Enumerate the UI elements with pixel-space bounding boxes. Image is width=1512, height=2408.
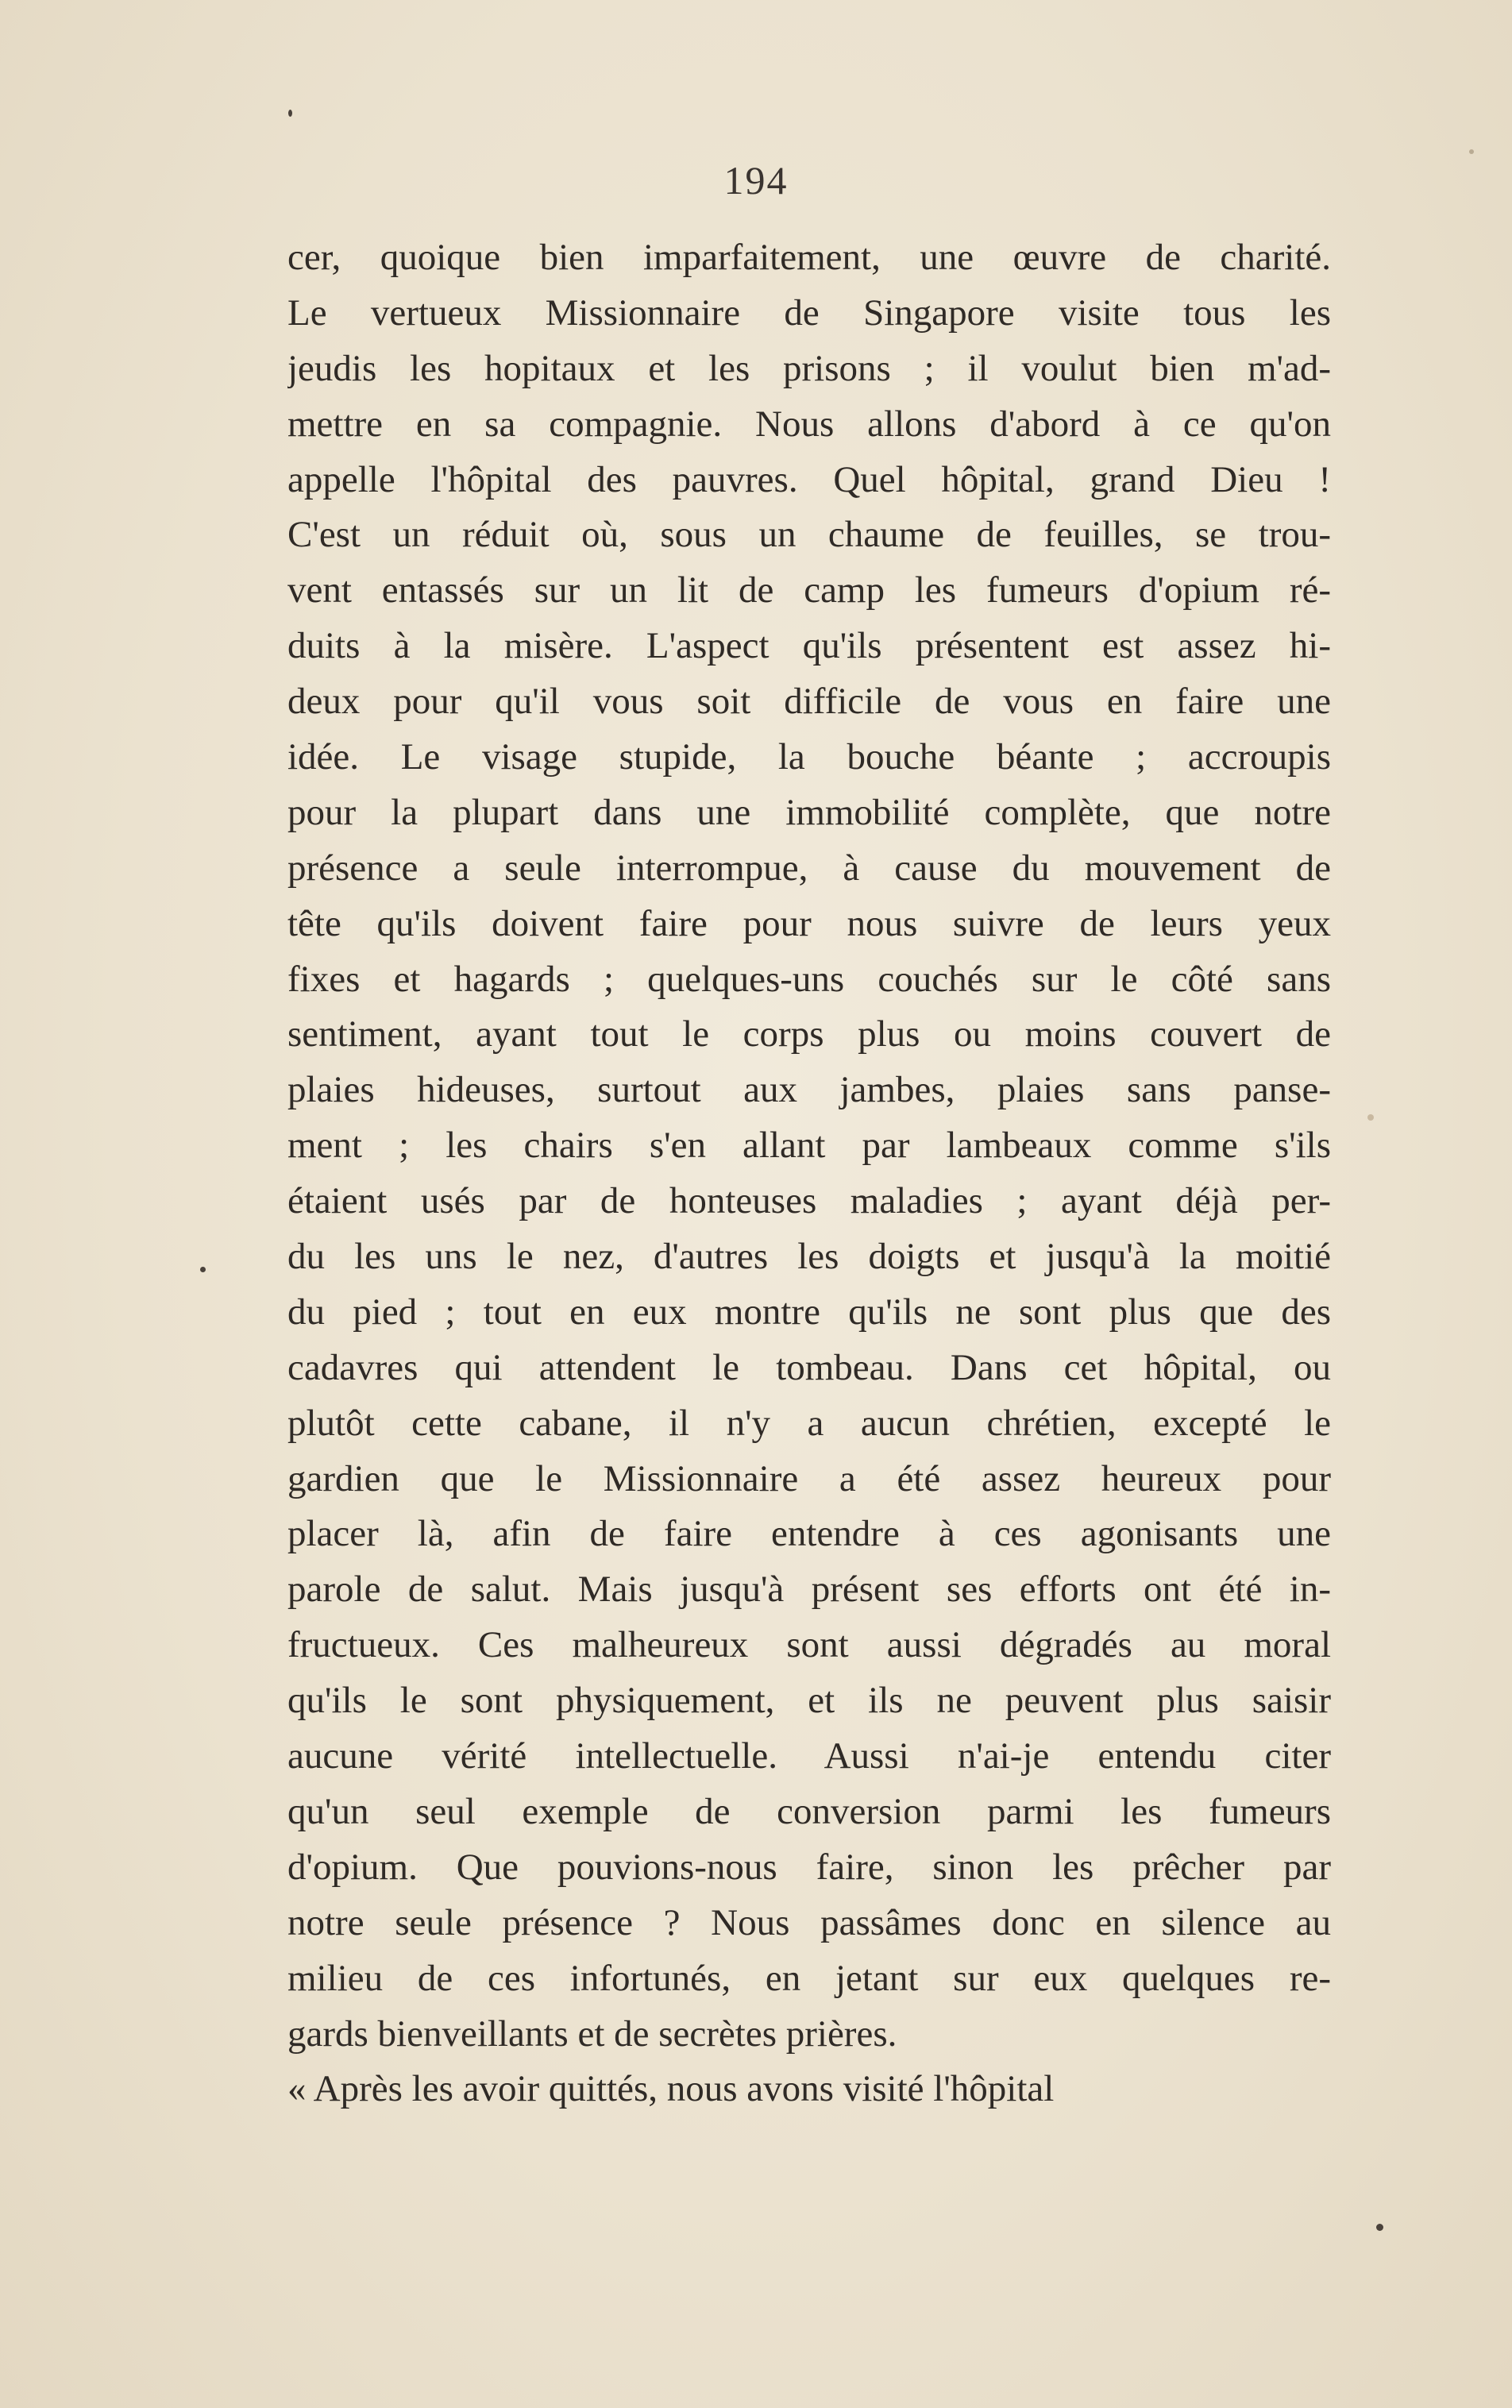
text-line: notre seule présence ? Nous passâmes donc en silence au: [287, 1901, 1331, 1943]
text-line: parole de salut. Mais jusqu'à présent ses efforts ont été in-: [287, 1569, 1331, 1611]
text-line: cer, quoique bien imparfaitement, une œuvre de charité.: [287, 237, 1331, 278]
text-line: pour la plupart dans une immobilité complète, que notre: [287, 791, 1331, 833]
text-line: du les uns le nez, d'autres les doigts et jusqu'à la moitié: [287, 1236, 1331, 1278]
text-line: cadavres qui attendent le tombeau. Dans cet hôpital, ou: [287, 1346, 1331, 1388]
paper-speck: [1367, 1114, 1374, 1121]
paper-speck: [1469, 149, 1474, 154]
text-line: placer là, afin de faire entendre à ces agonisants une: [287, 1513, 1331, 1555]
text-line: vent entassés sur un lit de camp les fumeurs d'opium ré-: [287, 569, 1331, 612]
text-line: appelle l'hôpital des pauvres. Quel hôpital, grand Dieu !: [287, 458, 1331, 500]
text-line: deux pour qu'il vous soit difficile de vous en faire une: [287, 681, 1331, 723]
text-line: fructueux. Ces malheureux sont aussi dégradés au moral: [287, 1624, 1331, 1666]
text-line-new-paragraph: « Après les avoir quittés, nous avons visité l'hôpital: [287, 2068, 1055, 2110]
text-line-paragraph-end: gards bienveillants et de secrètes prières.: [287, 2012, 897, 2055]
text-line: étaient usés par de honteuses maladies ; ayant déjà per-: [287, 1180, 1331, 1222]
text-line: présence a seule interrompue, à cause du mouvement de: [287, 847, 1331, 889]
text-line: gardien que le Missionnaire a été assez heureux pour: [287, 1457, 1331, 1499]
text-line: aucune vérité intellectuelle. Aussi n'ai-je entendu citer: [287, 1735, 1331, 1777]
text-line: milieu de ces infortunés, en jetant sur eux quelques re-: [287, 1957, 1331, 1999]
body-text: [287, 230, 1331, 2117]
text-line: tête qu'ils doivent faire pour nous suivre de leurs yeux: [287, 902, 1331, 944]
text-line: plaies hideuses, surtout aux jambes, plaies sans panse-: [287, 1069, 1331, 1111]
paper-speck: [200, 1267, 206, 1272]
text-line: ment ; les chairs s'en allant par lambeaux comme s'ils: [287, 1125, 1331, 1167]
text-line: idée. Le visage stupide, la bouche béante ; accroupis: [287, 736, 1331, 778]
text-line: jeudis les hopitaux et les prisons ; il voulut bien m'ad-: [287, 347, 1331, 389]
paper-speck: [288, 110, 292, 117]
text-line: d'opium. Que pouvions-nous faire, sinon les prêcher par: [287, 1846, 1331, 1888]
text-line: mettre en sa compagnie. Nous allons d'abord à ce qu'on: [287, 403, 1331, 445]
text-line: duits à la misère. L'aspect qu'ils présentent est assez hi-: [287, 625, 1331, 667]
text-line: qu'ils le sont physiquement, et ils ne peuvent plus saisir: [287, 1680, 1331, 1722]
text-line: qu'un seul exemple de conversion parmi les fumeurs: [287, 1790, 1331, 1832]
text-line: fixes et hagards ; quelques-uns couchés sur le côté sans: [287, 958, 1331, 1000]
page-number: 194: [723, 158, 789, 203]
text-line: du pied ; tout en eux montre qu'ils ne sont plus que des: [287, 1291, 1331, 1333]
text-line: C'est un réduit où, sous un chaume de feuilles, se trou-: [287, 514, 1331, 556]
paper-speck: [1376, 2224, 1383, 2231]
text-line: sentiment, ayant tout le corps plus ou moins couvert de: [287, 1013, 1331, 1055]
text-line: Le vertueux Missionnaire de Singapore visite tous les: [287, 291, 1331, 334]
text-line: plutôt cette cabane, il n'y a aucun chrétien, excepté le: [287, 1402, 1331, 1444]
